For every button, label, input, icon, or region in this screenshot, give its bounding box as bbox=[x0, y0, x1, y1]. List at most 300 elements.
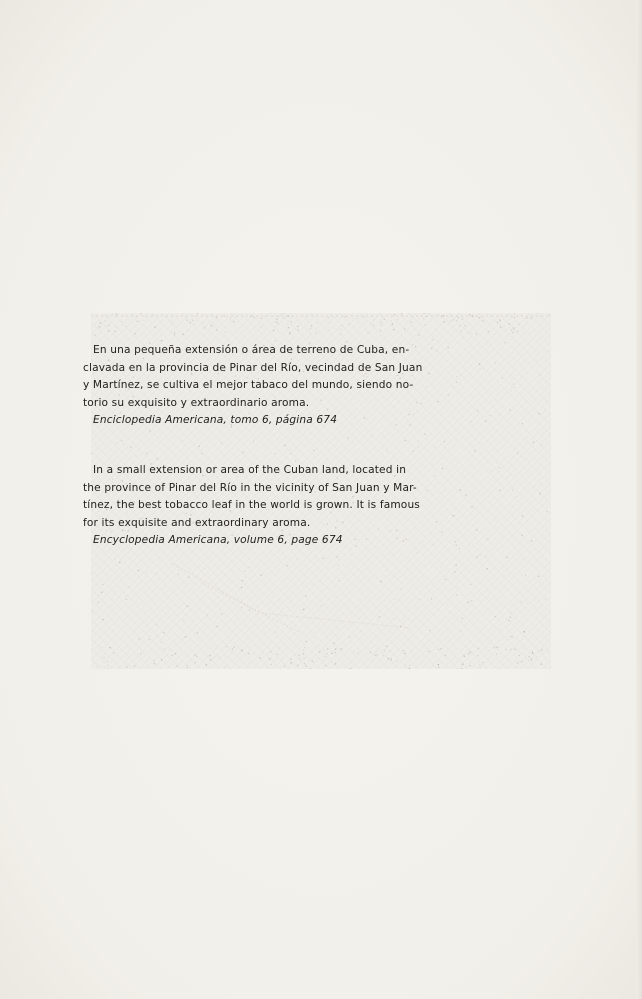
speckle-dot bbox=[161, 659, 163, 661]
speckle-dot bbox=[507, 477, 508, 478]
speckle-dot bbox=[119, 562, 121, 564]
speckle-dot bbox=[103, 619, 104, 620]
speckle-dot bbox=[426, 313, 427, 314]
speckle-dot bbox=[539, 493, 541, 495]
speckle-dot bbox=[109, 647, 110, 648]
speckle-dot bbox=[174, 334, 175, 335]
speckle-dot bbox=[441, 531, 442, 532]
speckle-dot bbox=[441, 459, 442, 460]
speckle-dot bbox=[445, 655, 446, 656]
speckle-dot bbox=[514, 649, 515, 650]
speckle-dot bbox=[134, 665, 135, 666]
speckle-dot bbox=[495, 605, 496, 606]
speckle-dot bbox=[400, 588, 401, 589]
speckle-dot bbox=[164, 649, 165, 650]
speckle-dot bbox=[469, 314, 470, 315]
speckle-dot bbox=[186, 667, 187, 668]
speckle-dot bbox=[405, 666, 406, 667]
speckle-dot bbox=[546, 511, 547, 512]
speckle-dot bbox=[337, 556, 338, 557]
speckle-dot bbox=[469, 545, 470, 546]
speckle-dot bbox=[340, 334, 341, 335]
speckle-dot bbox=[468, 332, 469, 333]
speckle-dot bbox=[510, 649, 511, 650]
speckle-dot bbox=[219, 657, 220, 658]
speckle-dot bbox=[279, 648, 280, 649]
speckle-dot bbox=[433, 544, 434, 545]
speckle-dot bbox=[204, 327, 205, 328]
speckle-dot bbox=[290, 662, 292, 664]
speckle-dot bbox=[329, 330, 330, 331]
speckle-dot bbox=[290, 332, 291, 333]
speckle-dot bbox=[491, 470, 492, 471]
speckle-dot bbox=[350, 668, 352, 669]
speckle-dot bbox=[116, 314, 118, 316]
speckle-dot bbox=[284, 314, 285, 315]
speckle-dot bbox=[438, 664, 439, 665]
speckle-dot bbox=[116, 443, 117, 444]
speckle-dot bbox=[107, 668, 108, 669]
speckle-dot bbox=[456, 320, 457, 321]
speckle-dot bbox=[104, 666, 105, 667]
speckle-dot bbox=[404, 329, 405, 330]
speckle-dot bbox=[479, 664, 480, 665]
speckle-dot bbox=[211, 325, 212, 326]
speckle-dot bbox=[290, 453, 291, 454]
speckle-dot bbox=[499, 319, 500, 320]
speckle-dot bbox=[478, 655, 479, 656]
speckle-dot bbox=[275, 340, 276, 341]
speckle-dot bbox=[435, 447, 436, 448]
speckle-dot bbox=[152, 315, 153, 316]
speckle-dot bbox=[448, 394, 449, 395]
page-edge bbox=[636, 0, 642, 999]
speckle-dot bbox=[273, 330, 274, 331]
speckle-dot bbox=[196, 656, 197, 657]
quote-line: tínez, the best tobacco leaf in the world is grown. It is famous bbox=[83, 499, 420, 512]
speckle-dot bbox=[270, 651, 271, 652]
speckle-dot bbox=[480, 667, 481, 668]
speckle-dot bbox=[187, 665, 188, 666]
speckle-dot bbox=[450, 321, 451, 322]
speckle-dot bbox=[506, 557, 508, 559]
speckle-dot bbox=[140, 313, 141, 314]
speckle-dot bbox=[548, 652, 549, 653]
speckle-dot bbox=[393, 619, 394, 620]
speckle-dot bbox=[517, 453, 518, 454]
quote-spanish bbox=[83, 342, 423, 430]
speckle-dot bbox=[263, 653, 264, 654]
speckle-dot bbox=[296, 664, 297, 665]
speckle-dot bbox=[361, 631, 362, 632]
speckle-dot bbox=[521, 661, 522, 662]
speckle-dot bbox=[275, 453, 276, 454]
speckle-dot bbox=[142, 604, 143, 605]
speckle-dot bbox=[381, 321, 382, 322]
speckle-dot bbox=[488, 331, 489, 332]
speckle-dot bbox=[521, 601, 522, 602]
speckle-dot bbox=[462, 618, 463, 619]
speckle-dot bbox=[101, 592, 102, 593]
speckle-dot bbox=[510, 612, 511, 613]
speckle-dot bbox=[536, 656, 537, 657]
speckle-dot bbox=[474, 450, 476, 452]
speckle-dot bbox=[216, 626, 217, 627]
speckle-dot bbox=[116, 326, 117, 327]
speckle-dot bbox=[530, 318, 531, 319]
speckle-dot bbox=[465, 494, 467, 496]
speckle-dot bbox=[260, 657, 261, 658]
speckle-dot bbox=[438, 667, 439, 668]
speckle-dot bbox=[306, 641, 307, 642]
speckle-dot bbox=[526, 317, 527, 318]
speckle-dot bbox=[528, 656, 529, 657]
speckle-dot bbox=[341, 588, 342, 589]
speckle-dot bbox=[325, 665, 326, 666]
speckle-dot bbox=[187, 330, 188, 331]
speckle-dot bbox=[508, 620, 509, 621]
speckle-dot bbox=[178, 574, 179, 575]
speckle-dot bbox=[102, 584, 103, 585]
speckle-dot bbox=[483, 662, 484, 663]
speckle-dot bbox=[310, 328, 311, 329]
speckle-dot bbox=[423, 318, 424, 319]
speckle-dot bbox=[440, 566, 441, 567]
speckle-dot bbox=[394, 576, 395, 577]
speckle-dot bbox=[182, 334, 184, 336]
speckle-dot bbox=[146, 452, 147, 453]
speckle-dot bbox=[284, 666, 285, 667]
speckle-dot bbox=[436, 330, 437, 331]
speckle-dot bbox=[100, 327, 101, 328]
speckle-dot bbox=[327, 648, 328, 649]
speckle-dot bbox=[140, 653, 141, 654]
speckle-dot bbox=[510, 636, 511, 637]
speckle-dot bbox=[476, 529, 477, 530]
speckle-dot bbox=[476, 333, 477, 334]
speckle-dot bbox=[103, 657, 104, 658]
speckle-dot bbox=[442, 321, 443, 322]
speckle-dot bbox=[424, 433, 425, 434]
speckle-dot bbox=[379, 616, 380, 617]
speckle-dot bbox=[462, 319, 463, 320]
speckle-dot bbox=[390, 658, 392, 660]
speckle-dot bbox=[283, 318, 284, 319]
speckle-dot bbox=[114, 592, 115, 593]
speckle-dot bbox=[314, 637, 315, 638]
speckle-dot bbox=[100, 633, 101, 634]
speckle-dot bbox=[216, 330, 217, 331]
speckle-dot bbox=[384, 319, 385, 320]
speckle-dot bbox=[511, 330, 512, 331]
speckle-dot bbox=[447, 347, 449, 349]
speckle-dot bbox=[487, 538, 488, 539]
speckle-dot bbox=[226, 646, 227, 647]
speckle-dot bbox=[304, 663, 305, 664]
speckle-dot bbox=[281, 658, 282, 659]
speckle-dot bbox=[380, 659, 381, 660]
speckle-dot bbox=[213, 322, 214, 323]
speckle-dot bbox=[383, 655, 384, 656]
speckle-dot bbox=[371, 436, 372, 437]
speckle-dot bbox=[540, 483, 541, 484]
speckle-dot bbox=[393, 329, 394, 330]
speckle-dot bbox=[156, 458, 157, 459]
speckle-dot bbox=[499, 415, 500, 416]
speckle-dot bbox=[304, 647, 305, 648]
speckle-dot bbox=[98, 326, 99, 327]
speckle-dot bbox=[380, 665, 381, 666]
speckle-dot bbox=[404, 440, 405, 441]
speckle-dot bbox=[391, 320, 392, 321]
speckle-dot bbox=[231, 652, 232, 653]
speckle-dot bbox=[510, 617, 511, 618]
speckle-dot bbox=[105, 654, 106, 655]
speckle-dot bbox=[373, 320, 374, 321]
quote-line: for its exquisite and extraordinary aroma. bbox=[83, 516, 311, 529]
speckle-dot bbox=[137, 321, 138, 322]
speckle-dot bbox=[443, 315, 444, 316]
speckle-dot bbox=[479, 317, 481, 319]
speckle-dot bbox=[287, 324, 288, 325]
speckle-dot bbox=[318, 322, 319, 323]
speckle-dot bbox=[224, 667, 225, 668]
speckle-dot bbox=[290, 658, 291, 659]
speckle-dot bbox=[496, 646, 498, 648]
speckle-dot bbox=[467, 602, 468, 603]
speckle-dot bbox=[420, 599, 421, 600]
speckle-dot bbox=[522, 423, 523, 424]
speckle-dot bbox=[410, 321, 411, 322]
speckle-dot bbox=[534, 486, 535, 487]
speckle-dot bbox=[146, 572, 147, 573]
speckle-dot bbox=[96, 666, 97, 667]
speckle-dot bbox=[188, 577, 189, 578]
speckle-dot bbox=[313, 450, 314, 451]
speckle-dot bbox=[149, 430, 150, 431]
speckle-dot bbox=[297, 665, 298, 666]
speckle-dot bbox=[197, 313, 198, 314]
speckle-dot bbox=[418, 446, 419, 447]
speckle-dot bbox=[115, 558, 116, 559]
speckle-dot bbox=[277, 653, 278, 654]
speckle-dot bbox=[489, 415, 490, 416]
speckle-dot bbox=[364, 317, 365, 318]
speckle-dot bbox=[504, 326, 505, 327]
speckle-dot bbox=[456, 382, 457, 383]
speckle-dot bbox=[259, 317, 260, 318]
quote-line: clavada en la provincia de Pinar del Río, vecindad de San Juan bbox=[83, 361, 423, 374]
speckle-dot bbox=[495, 363, 496, 364]
speckle-dot bbox=[515, 414, 516, 415]
speckle-dot bbox=[455, 564, 457, 566]
speckle-dot bbox=[297, 329, 298, 330]
speckle-dot bbox=[544, 599, 545, 600]
speckle-dot bbox=[257, 614, 258, 615]
speckle-dot bbox=[340, 648, 342, 650]
speckle-dot bbox=[156, 624, 157, 625]
speckle-dot bbox=[183, 620, 184, 621]
speckle-dot bbox=[496, 654, 497, 655]
speckle-dot bbox=[146, 660, 147, 661]
speckle-dot bbox=[241, 607, 242, 608]
speckle-dot bbox=[321, 605, 322, 606]
speckle-dot bbox=[348, 324, 349, 325]
speckle-dot bbox=[311, 668, 312, 669]
speckle-dot bbox=[335, 652, 336, 653]
speckle-dot bbox=[230, 319, 231, 320]
speckle-dot bbox=[108, 325, 109, 326]
speckle-dot bbox=[398, 319, 399, 320]
speckle-dot bbox=[431, 598, 432, 599]
speckle-dot bbox=[305, 596, 306, 597]
speckle-dot bbox=[171, 655, 172, 656]
speckle-dot bbox=[210, 659, 211, 660]
speckle-dot bbox=[460, 331, 461, 332]
speckle-dot bbox=[241, 650, 242, 651]
speckle-dot bbox=[249, 610, 250, 611]
speckle-dot bbox=[239, 667, 240, 668]
speckle-dot bbox=[495, 616, 496, 617]
speckle-dot bbox=[192, 320, 193, 321]
speckle-dot bbox=[459, 325, 460, 326]
speckle-dot bbox=[235, 557, 236, 558]
speckle-dot bbox=[437, 350, 438, 351]
speckle-dot bbox=[202, 322, 203, 323]
speckle-dot bbox=[138, 570, 139, 571]
speckle-dot bbox=[278, 316, 279, 317]
speckle-dot bbox=[232, 649, 233, 650]
speckle-dot bbox=[514, 387, 515, 388]
speckle-dot bbox=[206, 617, 207, 618]
speckle-dot bbox=[154, 326, 156, 328]
speckle-dot bbox=[126, 599, 127, 600]
speckle-dot bbox=[242, 580, 243, 581]
quote-line: y Martínez, se cultiva el mejor tabaco del mundo, siendo no- bbox=[83, 379, 414, 392]
speckle-dot bbox=[330, 634, 331, 635]
speckle-dot bbox=[375, 655, 376, 656]
speckle-dot bbox=[538, 413, 540, 415]
speckle-dot bbox=[190, 322, 191, 323]
speckle-dot bbox=[384, 650, 385, 651]
speckle-dot bbox=[514, 313, 515, 314]
speckle-dot bbox=[460, 374, 461, 375]
speckle-dot bbox=[353, 651, 354, 652]
speckle-dot bbox=[541, 649, 543, 651]
speckle-dot bbox=[367, 332, 368, 333]
speckle-dot bbox=[303, 657, 304, 658]
speckle-dot bbox=[456, 544, 457, 545]
speckle-dot bbox=[394, 314, 395, 315]
speckle-dot bbox=[276, 318, 277, 319]
speckle-dot bbox=[522, 559, 523, 560]
speckle-dot bbox=[386, 570, 387, 571]
speckle-dot bbox=[413, 450, 414, 451]
speckle-dot bbox=[394, 599, 395, 600]
speckle-dot bbox=[195, 662, 196, 663]
speckle-dot bbox=[544, 409, 545, 410]
speckle-dot bbox=[234, 646, 235, 647]
speckle-dot bbox=[499, 668, 500, 669]
speckle-dot bbox=[437, 401, 438, 402]
speckle-dot bbox=[525, 575, 526, 576]
speckle-dot bbox=[288, 327, 289, 328]
speckle-dot bbox=[516, 496, 517, 497]
speckle-dot bbox=[331, 653, 332, 654]
speckle-dot bbox=[176, 665, 177, 666]
speckle-dot bbox=[352, 442, 353, 443]
speckle-dot bbox=[303, 649, 304, 650]
speckle-dot bbox=[428, 651, 429, 652]
speckle-dot bbox=[511, 391, 512, 392]
speckle-dot bbox=[517, 331, 518, 332]
speckle-dot bbox=[253, 441, 254, 442]
speckle-dot bbox=[306, 666, 307, 667]
speckle-dot bbox=[300, 659, 301, 660]
speckle-dot bbox=[532, 651, 533, 652]
speckle-dot bbox=[521, 535, 522, 536]
speckle-dot bbox=[404, 620, 405, 621]
speckle-dot bbox=[330, 322, 331, 323]
speckle-dot bbox=[294, 655, 295, 656]
speckle-dot bbox=[470, 584, 471, 585]
speckle-dot bbox=[351, 554, 352, 555]
speckle-dot bbox=[442, 468, 443, 469]
quote-line: torio su exquisito y extraordinario aroma. bbox=[83, 396, 310, 409]
speckle-dot bbox=[338, 580, 339, 581]
speckle-dot bbox=[216, 648, 217, 649]
speckle-dot bbox=[345, 316, 346, 317]
speckle-dot bbox=[483, 368, 484, 369]
speckle-dot bbox=[533, 442, 535, 444]
speckle-dot bbox=[260, 574, 261, 575]
speckle-dot bbox=[350, 624, 351, 625]
speckle-dot bbox=[462, 663, 463, 664]
speckle-dot bbox=[413, 620, 414, 621]
speckle-dot bbox=[428, 525, 429, 526]
speckle-dot bbox=[333, 643, 334, 644]
speckle-dot bbox=[482, 320, 483, 321]
speckle-dot bbox=[161, 642, 162, 643]
speckle-dot bbox=[249, 567, 250, 568]
speckle-dot bbox=[431, 348, 432, 349]
speckle-dot bbox=[104, 325, 105, 326]
speckle-dot bbox=[433, 666, 434, 667]
speckle-dot bbox=[221, 613, 222, 614]
speckle-dot bbox=[502, 639, 503, 640]
speckle-dot bbox=[502, 377, 503, 378]
speckle-dot bbox=[214, 657, 215, 658]
speckle-dot bbox=[225, 332, 226, 333]
speckle-dot bbox=[370, 323, 371, 324]
speckle-dot bbox=[230, 317, 231, 318]
speckle-dot bbox=[517, 662, 518, 663]
speckle-dot bbox=[157, 636, 158, 637]
speckle-dot bbox=[523, 648, 524, 649]
speckle-dot bbox=[461, 631, 462, 632]
speckle-dot bbox=[441, 316, 442, 317]
speckle-dot bbox=[434, 475, 435, 476]
speckle-dot bbox=[514, 317, 515, 318]
speckle-dot bbox=[380, 581, 382, 583]
speckle-dot bbox=[456, 376, 457, 377]
speckle-dot bbox=[526, 603, 527, 604]
speckle-dot bbox=[290, 449, 291, 450]
speckle-dot bbox=[380, 325, 381, 326]
speckle-dot bbox=[459, 548, 460, 549]
speckle-dot bbox=[427, 490, 428, 491]
speckle-dot bbox=[477, 410, 478, 411]
